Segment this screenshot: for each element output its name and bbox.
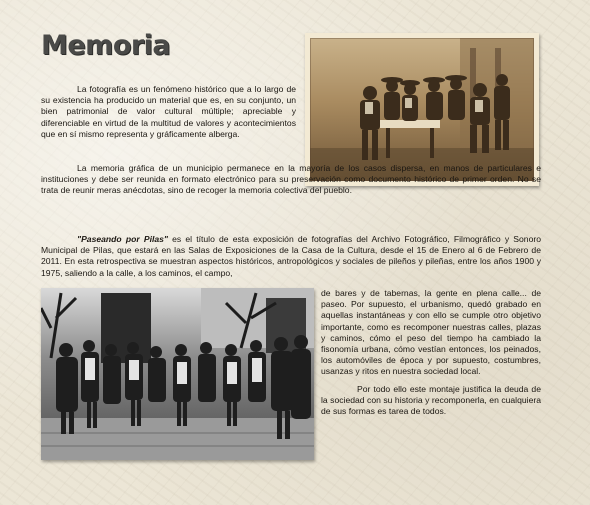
- paragraph-exposicion-continued-text: de bares y de tabernas, la gente en plena calle... de paseo. Por supuesto, el urbanismo, quedó grabado en aquellas instantáneas y con ello se cumple otro objetivo importante, como es recomponer nuestras calles, plazas y caminos, cómo el peso del tiempo ha cambiado la fisonomía urbana, cómo vestían entonces, los peinados, los automóviles de época y por supuesto, costumbres, usanzas y ritos en nuestra sociedad local.: [321, 288, 541, 377]
- paragraph-closing-text: Por todo ello este montaje justifica la deuda de la sociedad con su historia y recomponerla, en cualquiera de sus formas es tarea de todos.: [321, 383, 541, 417]
- bw-crowd-photo: [41, 288, 314, 460]
- paragraph-intro-text: La fotografía es un fenómeno histórico que a lo largo de su existencia ha producido un material que es, en su conjunto, un bien patrimonial de valor cultural múltiple; apreciable y diferenciable en virtud de la multitud de valores y acontecimientos que en sí mismo representa y gráficamente alberga.: [41, 84, 296, 139]
- paragraph-exposicion-continued: [321, 288, 541, 417]
- exhibition-title: "Paseando por Pilas": [77, 234, 168, 244]
- paragraph-exposicion: [41, 234, 541, 279]
- paragraph-memoria-grafica-text: La memoria gráfica de un municipio permanece en la mayoría de los casos dispersa, en manos de particulares e instituciones y debe ser reunida en formato electrónico para su preservación como documento histórico de primer orden. No se trata de reunir meras anécdotas, sino de recoger la memoria colectiva del pueblo.: [41, 163, 541, 196]
- paragraph-memoria-grafica: [41, 163, 541, 197]
- page-title: Memoria: [41, 30, 171, 61]
- paragraph-intro: [41, 84, 296, 140]
- paragraph-exposicion-text: es el título de esta exposición de fotografías del Archivo Fotográfico, Filmográfico y Sonoro Municipal de Pilas, que estará en las Salas de Exposiciones de la Casa de la Cultura, desde el 15 de Enero al 6 de Febrero de 2011. En esta retrospectiva se muestran aspectos históricos, antropológicos y sociales de pileños y pileñas, entre los años 1900 y 1975, saliendo a la calle, a los caminos, el campo,: [41, 234, 542, 278]
